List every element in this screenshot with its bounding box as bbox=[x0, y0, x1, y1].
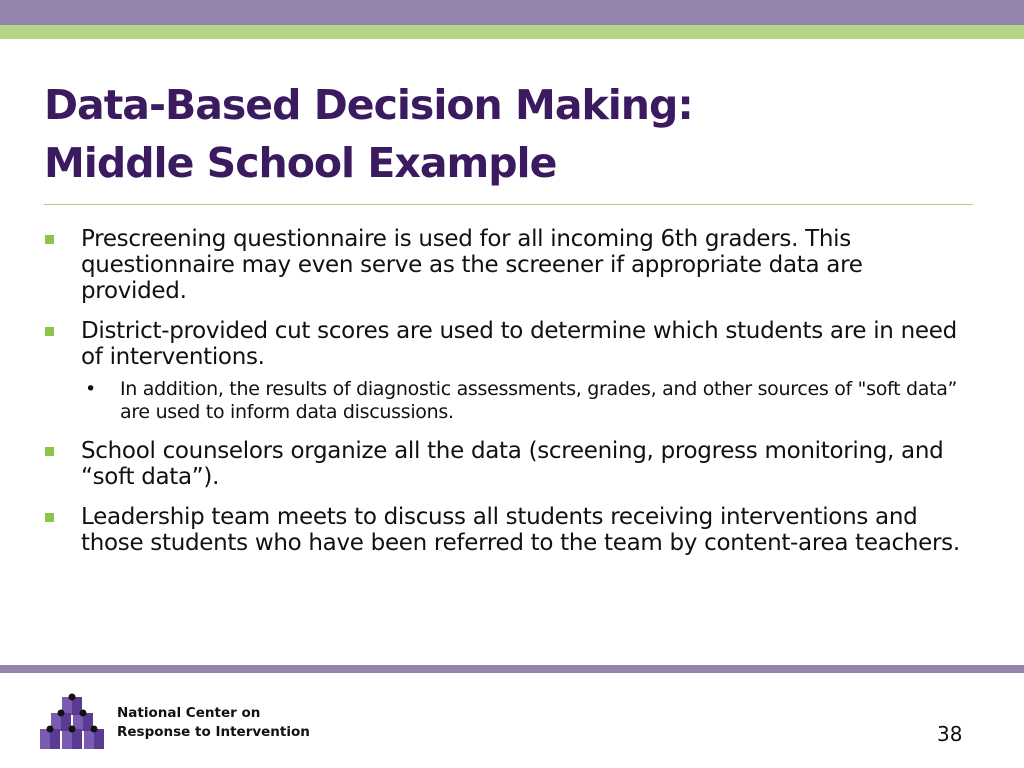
top-purple-bar bbox=[0, 0, 1024, 25]
square-bullet-icon bbox=[45, 513, 54, 522]
title-line-1: Data-Based Decision Making: bbox=[44, 81, 693, 129]
bullet-text: Prescreening questionnaire is used for all incoming 6th graders. This questionnaire may even serve as the screener if appropriate data are provided. bbox=[81, 226, 863, 304]
sub-bullet-text: In addition, the results of diagnostic assessments, grades, and other sources of "soft data” are used to inform data discussions. bbox=[120, 378, 958, 423]
bullet-item bbox=[44, 226, 974, 304]
bullet-item bbox=[44, 504, 974, 556]
rti-logo-icon bbox=[40, 693, 106, 753]
bullet-text: Leadership team meets to discuss all students receiving interventions and those students who have been referred to the team by content-area teachers. bbox=[81, 504, 960, 556]
square-bullet-icon bbox=[45, 235, 54, 244]
slide-title bbox=[44, 76, 693, 192]
bottom-purple-bar bbox=[0, 665, 1024, 673]
bullet-text: District-provided cut scores are used to determine which students are in need of interventions. bbox=[81, 318, 957, 370]
square-bullet-icon bbox=[45, 327, 54, 336]
bullet-item bbox=[44, 438, 974, 490]
sub-bullet-item bbox=[44, 378, 974, 424]
top-green-bar bbox=[0, 25, 1024, 39]
bullet-list bbox=[44, 226, 974, 570]
bullet-text: School counselors organize all the data (screening, progress monitoring, and “soft data”). bbox=[81, 438, 944, 490]
bullet-item bbox=[44, 318, 974, 370]
title-divider bbox=[44, 204, 973, 205]
square-bullet-icon bbox=[45, 447, 54, 456]
org-line-2: Response to Intervention bbox=[117, 724, 310, 740]
organization-name bbox=[117, 704, 310, 742]
title-line-2: Middle School Example bbox=[44, 139, 557, 187]
page-number: 38 bbox=[937, 722, 963, 746]
org-line-1: National Center on bbox=[117, 705, 261, 721]
dot-bullet-icon: • bbox=[85, 378, 96, 400]
